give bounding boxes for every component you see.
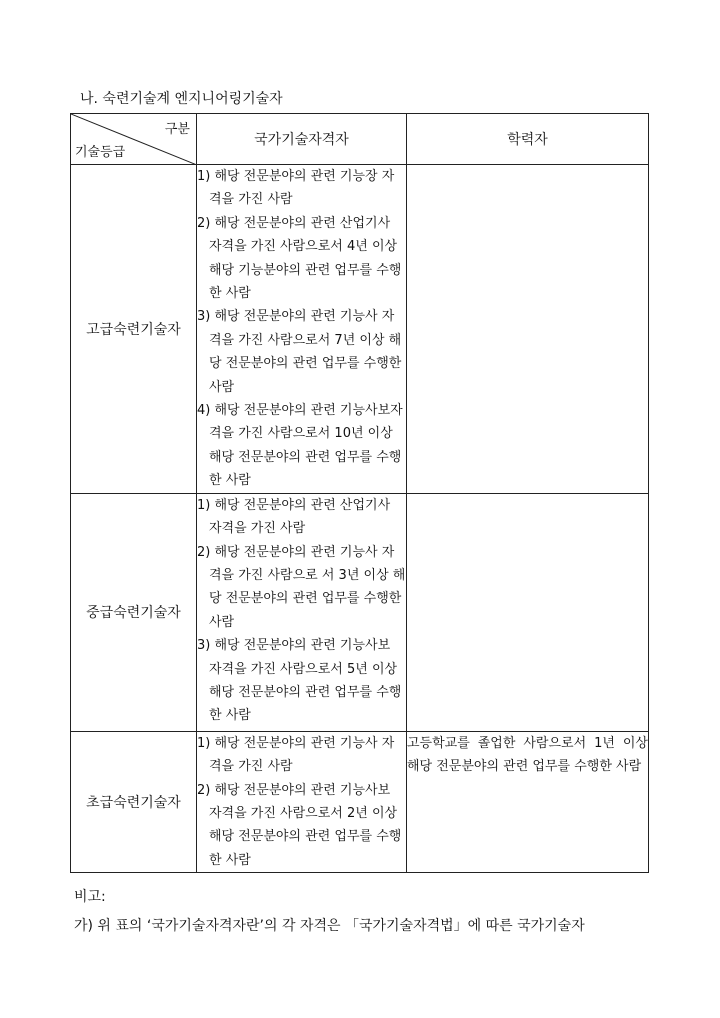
qual-item: 2) 해당 전문분야의 관련 기능사보 자격을 가진 사람으로서 2년 이상 해당 전문분야의 관련 업무를 수행한 사람 bbox=[197, 782, 402, 868]
notes-label: 비고: bbox=[74, 889, 106, 905]
grade-cell-junior: 초급숙련기술자 bbox=[71, 731, 197, 872]
qual-item: 2) 해당 전문분야의 관련 산업기사 자격을 가진 사람으로서 4년 이상 해당 기능분야의 관련 업무를 수행한 사람 bbox=[197, 215, 402, 302]
table-row-advanced bbox=[71, 165, 649, 494]
technician-grade-table bbox=[70, 113, 649, 873]
table-header-row bbox=[71, 114, 649, 165]
academic-cell-junior: 고등학교를 졸업한 사람으로서 1년 이상 해당 전문분야의 관련 업무를 수행한 사람 bbox=[407, 731, 649, 872]
diagonal-header-cell bbox=[71, 114, 197, 165]
quals-cell-intermediate bbox=[197, 493, 407, 731]
qual-item: 2) 해당 전문분야의 관련 기능사 자격을 가진 사람으로 서 3년 이상 해당 전문분야의 관련 업무를 수행한 사람 bbox=[197, 544, 406, 630]
table-row-junior bbox=[71, 731, 649, 872]
qual-item: 1) 해당 전문분야의 관련 기능장 자격을 가진 사람 bbox=[197, 169, 395, 208]
header-academic: 학력자 bbox=[407, 114, 649, 165]
qual-item: 1) 해당 전문분야의 관련 산업기사 자격을 가진 사람 bbox=[197, 497, 391, 537]
academic-cell-intermediate bbox=[407, 493, 649, 731]
qual-item: 3) 해당 전문분야의 관련 기능사 자격을 가진 사람으로서 7년 이상 해당 전문분야의 관련 업무를 수행한 사람 bbox=[197, 309, 402, 395]
grade-cell-advanced: 고급숙련기술자 bbox=[71, 165, 197, 494]
academic-cell-advanced bbox=[407, 165, 649, 494]
quals-cell-junior bbox=[197, 731, 407, 872]
note-item-ga: 가) 위 표의 ‘국가기술자격자란’의 각 자격은 「국가기술자격법」에 따른 국가기술자 bbox=[74, 918, 585, 934]
qual-item: 1) 해당 전문분야의 관련 기능사 자격을 가진 사람 bbox=[197, 735, 395, 775]
qual-item: 4) 해당 전문분야의 관련 기능사보자격을 가진 사람으로서 10년 이상 해당 전문분야의 관련 업무를 수행한 사람 bbox=[197, 403, 403, 489]
notes-section bbox=[74, 883, 654, 941]
header-category-label: 구분 bbox=[164, 122, 190, 137]
grade-cell-intermediate: 중급숙련기술자 bbox=[71, 493, 197, 731]
quals-cell-advanced bbox=[197, 165, 407, 494]
table-row-intermediate bbox=[71, 493, 649, 731]
header-national-qualification: 국가기술자격자 bbox=[197, 114, 407, 165]
qual-item: 3) 해당 전문분야의 관련 기능사보 자격을 가진 사람으로서 5년 이상 해당 전문분야의 관련 업무를 수행한 사람 bbox=[197, 638, 402, 724]
header-grade-label: 기술등급 bbox=[75, 145, 126, 160]
section-title: 나. 숙련기술계 엔지니어링기술자 bbox=[80, 91, 283, 107]
